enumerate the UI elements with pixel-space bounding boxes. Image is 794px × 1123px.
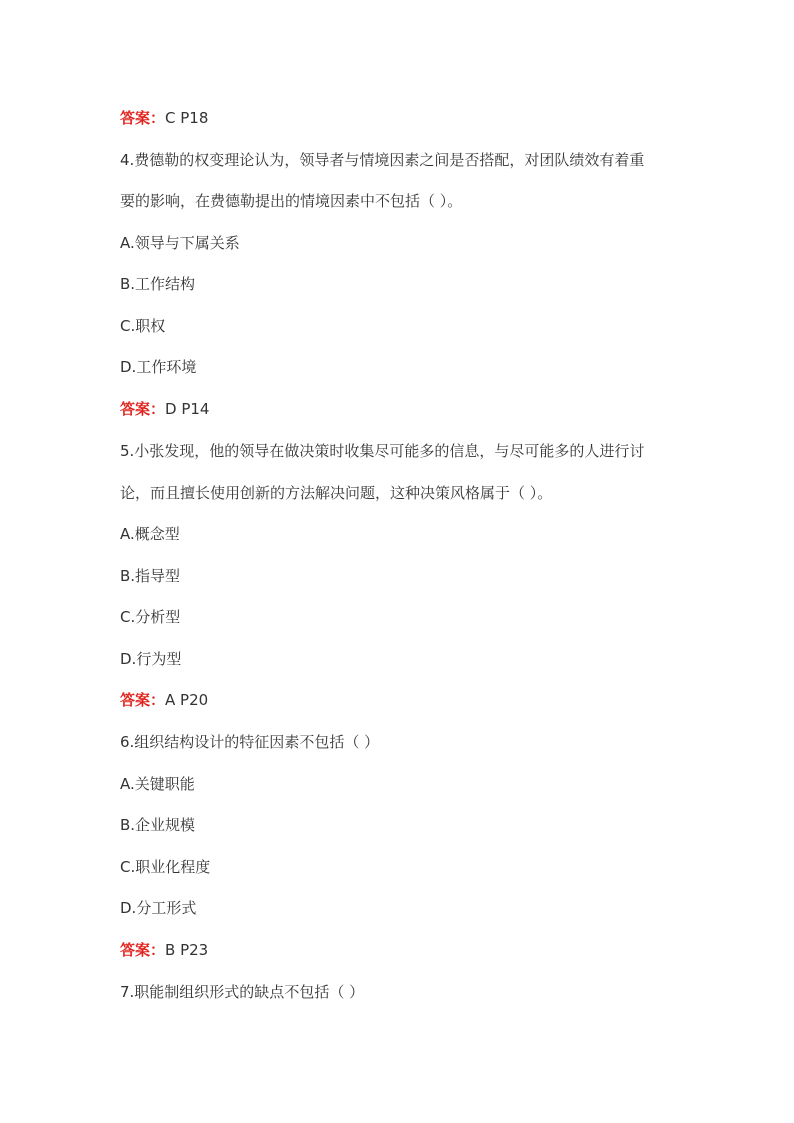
option-c: C.分析型 <box>120 608 181 626</box>
option-d: D.工作环境 <box>120 358 197 376</box>
answer-label: 答案： <box>120 109 166 127</box>
answer-label: 答案： <box>120 400 166 418</box>
question-text-continued: 要的影响，在费德勒提出的情境因素中不包括（ ）。 <box>120 192 463 210</box>
answer-line-q4 <box>120 398 680 420</box>
answer-line-q6 <box>120 939 680 961</box>
option-a: A.领导与下属关系 <box>120 234 240 252</box>
question-text: 7.职能制组织形式的缺点不包括（ ） <box>120 983 365 1001</box>
answer-label: 答案： <box>120 941 166 959</box>
option-d: D.行为型 <box>120 650 182 668</box>
option-c: C.职权 <box>120 317 166 335</box>
option-b: B.工作结构 <box>120 275 196 293</box>
question-text: 4.费德勒的权变理论认为，领导者与情境因素之间是否搭配，对团队绩效有着重 <box>120 151 645 169</box>
option-c: C.职业化程度 <box>120 858 211 876</box>
answer-value: D P14 <box>165 400 210 418</box>
option-a: A.概念型 <box>120 525 180 543</box>
question-text: 6.组织结构设计的特征因素不包括（ ） <box>120 733 380 751</box>
question-text-continued: 论，而且擅长使用创新的方法解决问题，这种决策风格属于（ ）。 <box>120 484 553 502</box>
answer-value: C P18 <box>165 109 209 127</box>
option-d: D.分工形式 <box>120 899 197 917</box>
option-b: B.指导型 <box>120 567 181 585</box>
option-b: B.企业规模 <box>120 816 196 834</box>
answer-line-q5 <box>120 689 680 711</box>
answer-value: B P23 <box>165 941 209 959</box>
answer-line-q3 <box>120 107 680 129</box>
question-text: 5.小张发现，他的领导在做决策时收集尽可能多的信息，与尽可能多的人进行讨 <box>120 442 645 460</box>
answer-value: A P20 <box>165 691 209 709</box>
option-a: A.关键职能 <box>120 775 195 793</box>
answer-label: 答案： <box>120 691 166 709</box>
